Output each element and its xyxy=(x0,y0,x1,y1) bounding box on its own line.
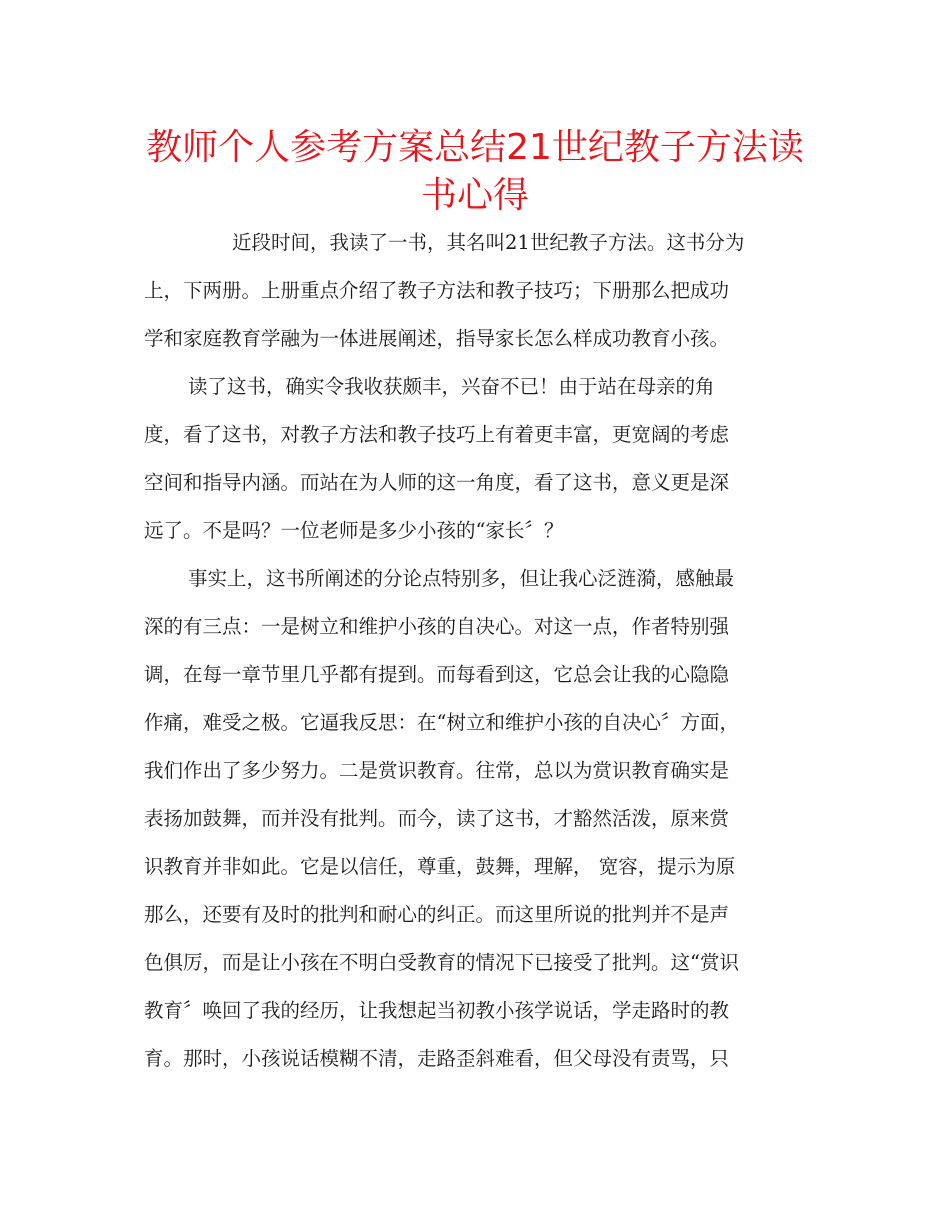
paragraph-3-line-2: 深的有三点：一是树立和维护小孩的自决心。对这一点，作者特别强 xyxy=(144,615,730,638)
paragraph-3-line-9: 色俱厉，而是让小孩在不明白受教育的情况下已接受了批判。这“赏识 xyxy=(144,951,739,974)
paragraph-3-line-7: 识教育并非如此。它是以信任，尊重，鼓舞，理解， 宽容，提示为原 xyxy=(144,855,736,878)
paragraph-3-line-8: 那么，还要有及时的批判和耐心的纠正。而这里所说的批判并不是声 xyxy=(144,903,730,926)
document-title-line-2: 书心得 xyxy=(420,175,529,216)
paragraph-3-line-3: 调，在每一章节里几乎都有提到。而每看到这，它总会让我的心隐隐 xyxy=(144,663,730,686)
paragraph-1-line-1: 近段时间，我读了一书，其名叫21世纪教子方法。这书分为 xyxy=(232,231,745,254)
paragraph-3-line-11: 育。那时，小孩说话模糊不清，走路歪斜难看，但父母没有责骂，只 xyxy=(144,1047,730,1070)
paragraph-3-line-6: 表扬加鼓舞，而并没有批判。而今，读了这书，才豁然活泼，原来赏 xyxy=(144,807,730,830)
paragraph-3-line-1: 事实上，这书所阐述的分论点特别多，但让我心泛涟漪，感触最 xyxy=(188,567,735,590)
paragraph-3-line-5: 我们作出了多少努力。二是赏识教育。往常，总以为赏识教育确实是 xyxy=(144,759,730,782)
paragraph-1-line-2: 上，下两册。上册重点介绍了教子方法和教子技巧；下册那么把成功 xyxy=(144,279,730,302)
paragraph-3-line-10: 教育〞唤回了我的经历，让我想起当初教小孩学说话，学走路时的教 xyxy=(144,999,730,1022)
paragraph-2-line-4: 远了。不是吗？一位老师是多少小孩的“家长〞？ xyxy=(144,519,564,542)
document-title-line-1: 教师个人参考方案总结21世纪教子方法读 xyxy=(146,127,804,168)
paragraph-1-line-3: 学和家庭教育学融为一体进展阐述，指导家长怎么样成功教育小孩。 xyxy=(144,327,730,350)
paragraph-2-line-2: 度，看了这书，对教子方法和教子技巧上有着更丰富，更宽阔的考虑 xyxy=(144,423,730,446)
paragraph-3-line-4: 作痛，难受之极。它逼我反思：在“树立和维护小孩的自决心〞方面， xyxy=(144,711,739,734)
paragraph-2-line-3: 空间和指导内涵。而站在为人师的这一角度，看了这书，意义更是深 xyxy=(144,471,730,494)
paragraph-2-line-1: 读了这书，确实令我收获颇丰，兴奋不已！由于站在母亲的角 xyxy=(188,375,715,398)
